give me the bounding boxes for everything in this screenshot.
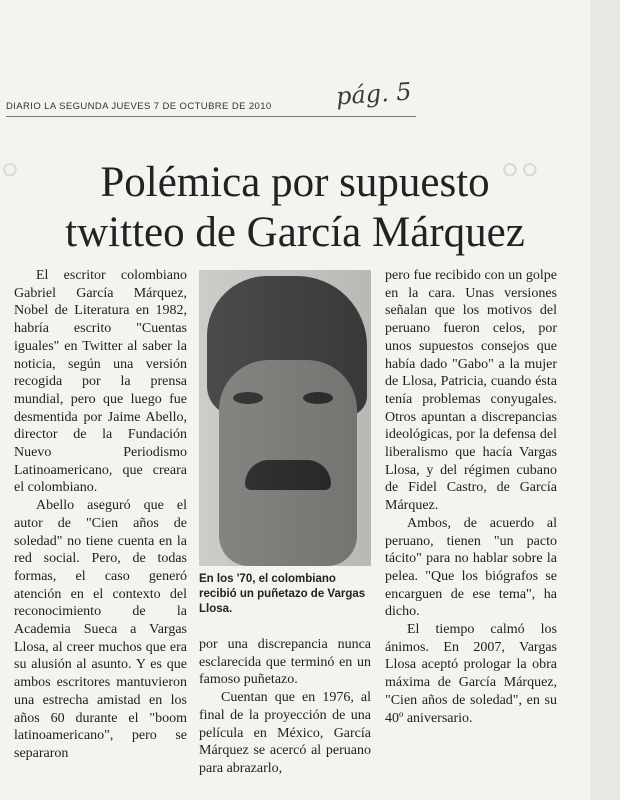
paragraph: Cuentan que en 1976, al final de la proyección de una película en México, García Márquez se acercó al peruano para abrazarlo, [199,690,371,776]
adjacent-page-edge [590,0,620,800]
headline-line-2: twitteo de García Márquez [65,209,525,256]
handwritten-page-note: pág. 5 [335,77,413,111]
paragraph: El tiempo calmó los ánimos. En 2007, Vargas Llosa aceptó prologar la obra máxima de García Márquez, "Cien años de soledad", en su 40º aniversario. [385,622,557,726]
article-column-1 [14,267,187,763]
portrait-photo [199,270,371,566]
headline [20,158,570,258]
paragraph: Ambos, de acuerdo al peruano, tienen "un pacto tácito" para no hablar sobre la pelea. "Que los biógrafos se encarguen de ese tema", ha dicho. [385,515,557,620]
paragraph: por una discrepancia nunca esclarecida que terminó en un famoso puñetazo. [199,637,371,688]
masthead: DIARIO LA SEGUNDA JUEVES 7 DE OCTUBRE DE 2010 [6,101,272,112]
photo-caption: En los '70, el colombiano recibió un puñetazo de Vargas Llosa. [199,573,366,615]
bleed-through-right: ◦◦ [500,140,540,200]
bleed-through-left: ◦ [0,140,20,200]
article-column-3 [385,267,557,727]
paragraph: pero fue recibido con un golpe en la cara. Unas versiones señalan que los motivos del peruano fueron celos, por unos supuestos consejos que había dado "Gabo" a la mujer de Llosa, Patricia, cuando ésta tenía problemas conyugales. Otros apuntan a discrepancias ideológicas, por la defensa del liberalismo que hacía Vargas Llosa, y del régimen cubano de Fidel Castro, de García Márquez. [385,268,557,514]
article-column-2 [199,636,371,778]
photo-shade [199,270,371,566]
paragraph: El escritor colombiano Gabriel García Márquez, Nobel de Literatura en 1982, habría escrito "Cuentas iguales" en Twitter al saber la noticia, según una versión recogida por la prensa mundial, pero que luego fue desmentida por Jaime Abello, director de la Fundación Nuevo Periodismo Latinoamericano, que creara el colombiano. [14,268,187,496]
paragraph: Abello aseguró que el autor de "Cien años de soledad" no tiene cuenta en la red social. Pero, de todas formas, el caso generó atención en el contexto del reconocimiento de la Academia Sueca a Vargas Llosa, al creer muchos que era su alusión al asunto. Y es que ambos escritores mantuvieron una estrecha amistad en los años 60 durante el "boom latinoamericano", pero se separaron [14,498,187,761]
masthead-rule [6,116,416,117]
headline-line-1: Polémica por supuesto [100,159,490,206]
